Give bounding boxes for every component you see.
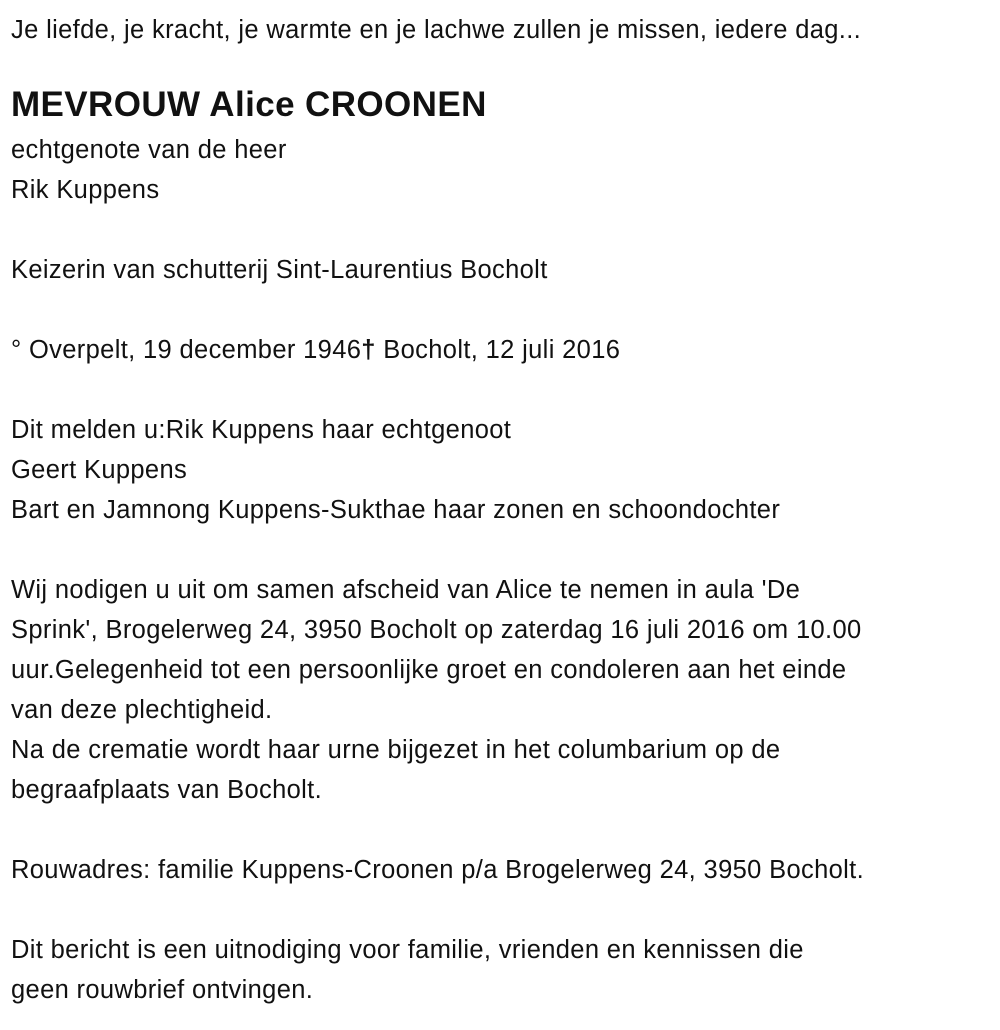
- birth-date: ° Overpelt, 19 december 1946: [11, 336, 362, 364]
- spouse-name: Rik Kuppens: [11, 176, 160, 204]
- death-date: Bocholt, 12 juli 2016: [375, 336, 621, 364]
- notice-line: geen rouwbrief ontvingen.: [11, 976, 314, 1004]
- spouse-label: echtgenote van de heer: [11, 136, 287, 164]
- invitation-line: Wij nodigen u uit om samen afscheid van Alice te nemen in aula 'De: [11, 576, 801, 604]
- title-role: Keizerin van schutterij Sint-Laurentius Bocholt: [11, 256, 548, 284]
- deceased-name: MEVROUW Alice CROONEN: [11, 85, 487, 124]
- intro-quote: Je liefde, je kracht, je warmte en je lachwe zullen je missen, iedere dag...: [11, 16, 862, 44]
- invitation-line: begraafplaats van Bocholt.: [11, 776, 323, 804]
- invitation-line: Na de crematie wordt haar urne bijgezet in het columbarium op de: [11, 736, 781, 764]
- announcer-line: Geert Kuppens: [11, 456, 188, 484]
- notice-line: Dit bericht is een uitnodiging voor familie, vrienden en kennissen die: [11, 936, 804, 964]
- obituary-notice: [11, 10, 1000, 1010]
- invitation-line: uur.Gelegenheid tot een persoonlijke groet en condoleren aan het einde: [11, 656, 847, 684]
- announcer-line: Bart en Jamnong Kuppens-Sukthae haar zonen en schoondochter: [11, 496, 781, 524]
- cross-icon: †: [361, 336, 376, 364]
- mourning-address: Rouwadres: familie Kuppens-Croonen p/a Brogelerweg 24, 3950 Bocholt.: [11, 856, 865, 884]
- announcer-line: Dit melden u:Rik Kuppens haar echtgenoot: [11, 416, 512, 444]
- dates-line: [11, 330, 1000, 370]
- invitation-line: van deze plechtigheid.: [11, 696, 273, 724]
- invitation-line: Sprink', Brogelerweg 24, 3950 Bocholt op zaterdag 16 juli 2016 om 10.00: [11, 616, 862, 644]
